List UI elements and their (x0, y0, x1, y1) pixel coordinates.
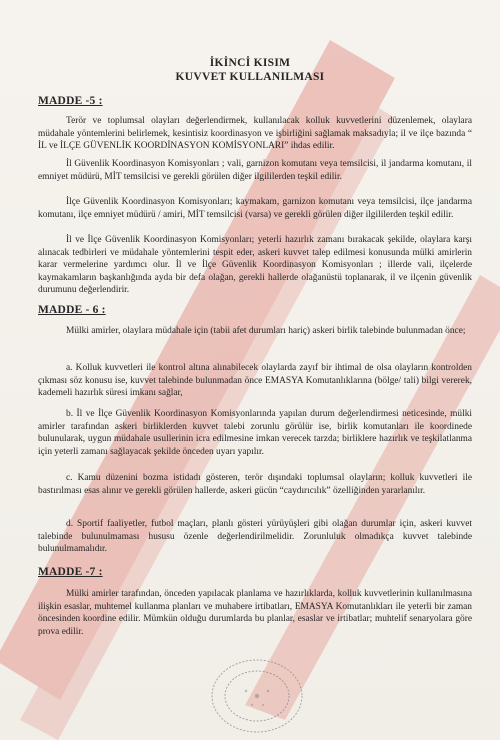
article-7-title: MADDE -7 : (38, 566, 103, 578)
part-subheading: KUVVET KULLANILMASI (175, 71, 325, 83)
article-6-title: MADDE - 6 : (38, 304, 106, 316)
article-6-item-b: b. İl ve İlçe Güvenlik Koordinasyon Komisyonlarında yapılan durum değerlendirmesi neticesinde, mülki amirler tarafından askeri birliklerden kuvvet talebi zorunlu görülür ise, birlik komutanları ile koordinede bulunularak, uygun müdahale usullerinin icra edilmesine imkan verecek tarzda; birliklere hazırlık ve teşkilatlanma için yeterli zamanı sağlayacak şekilde önceden uyarı yapılır. (38, 409, 472, 457)
article-5-paragraph-1: Terör ve toplumsal olayları değerlendirmek, kullanılacak kolluk kuvvetlerini düzenlemek, olaylara müdahale yöntemlerini belirlemek, kesintisiz koordinasyon ve işbirliğini sağlamak maksadıyla; il ve ilçe bazında “ İL ve İLÇE GÜVENLİK KOORDİNASYON KOMİSYONLARI” ihdas edilir. (38, 116, 472, 152)
article-5-paragraph-4: İl ve İlçe Güvenlik Koordinasyon Komisyonları; yeterli hazırlık zamanı bırakacak şekilde, olaylara karşı alınacak tedbirleri ve müdahale yöntemlerini tespit eder, askeri kuvvet talep edilmesi konusunda mülki amirlerin karar vermelerine yardımcı olur. İl ve İlçe Güvenlik Koordinasyon Komisyonları ; illerde vali, ilçelerde kaymakamların başkanlığında ayda bir defa olağan, gerekli hallerde olağanüstü toplanarak, il ve ilçenin güvenlik durumunu değerlendirir. (38, 235, 472, 296)
part-heading: İKİNCİ KISIM (209, 57, 291, 69)
article-5-title: MADDE -5 : (38, 95, 103, 107)
article-7-paragraph-1: Mülki amirler tarafından, önceden yapılacak planlama ve hazırlıklarda, kolluk kuvvetlerinin kullanılmasına ilişkin esaslar, muhtemel kullanma planları ve muhabere irtibatları, EMASYA Komutanlıkları ile yeterli bir zaman öncesinden koordine edilir. Mümkün olduğu durumlarda bu planlar, esaslar ve irtibatlar; muhtelif senaryolara göre prova edilir. (38, 589, 472, 637)
article-6-item-d: d. Sportif faaliyetler, futbol maçları, planlı gösteri yürüyüşleri gibi olağan durumlar için, askeri kuvvet talebinde bulunulmaması hususu özenle değerlendirilmelidir. Zorunluluk olmadıkça kuvvet talebinde bulunulmamalıdır. (38, 519, 472, 555)
article-5-paragraph-2: İl Güvenlik Koordinasyon Komisyonları ; vali, garnizon komutanı veya temsilcisi, il jandarma komutanı, il emniyet müdürü, MİT temsilcisi ve gerekli görülen diğer ilgililerden teşkil edilir. (38, 159, 472, 182)
article-6-item-c: c. Kamu düzenini bozma istidadı gösteren, terör dışındaki toplumsal olayların; kolluk kuvvetleri ile bastırılması esas alınır ve gerekli görülen hallerde, askeri gücün “caydırıcılık” özelliğinden yararlanılır. (38, 473, 472, 496)
article-6-item-a: a. Kolluk kuvvetleri ile kontrol altına alınabilecek olaylarda zayıf bir ihtimal de olsa olayların kontrolden çıkması söz konusu ise, kuvvet talebinde bulunmadan önce EMASYA Komutanlıklarına (bölge/ tali) bilgi vererek, kademeli hazırlık süresi imkanı sağlar, (38, 363, 472, 399)
article-5-paragraph-3: İlçe Güvenlik Koordinasyon Komisyonları; kaymakam, garnizon komutanı veya temsilcisi, ilçe jandarma komutanı, ilçe emniyet müdürü / amiri, MİT temsilcisi (varsa) ve gerekli görülen diğer ilgililerden teşkil edilir. (38, 197, 472, 220)
article-6-intro: Mülki amirler, olaylara müdahale için (tabii afet durumları hariç) askeri birlik talebinde bulunmadan önce; (66, 326, 466, 336)
official-seal (208, 655, 306, 737)
